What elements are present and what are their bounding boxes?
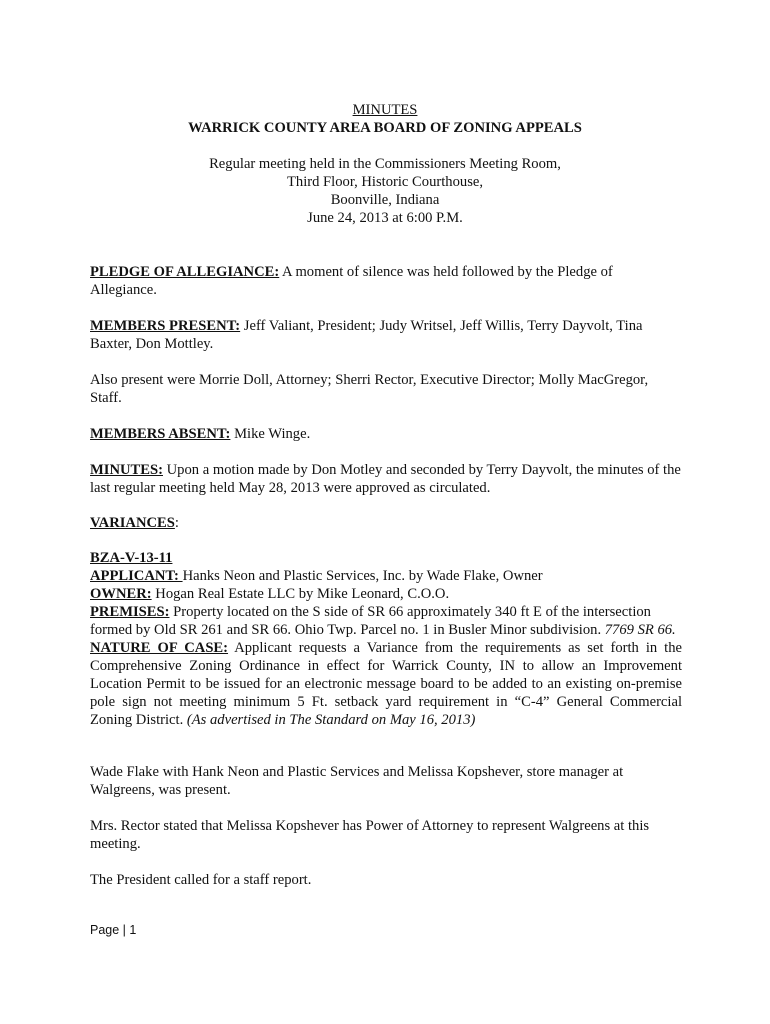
pledge-label: PLEDGE OF ALLEGIANCE:: [90, 264, 280, 280]
also-present-paragraph: Also present were Morrie Doll, Attorney; Sherri Rector, Executive Director; Molly MacGregor, Staff.: [90, 372, 649, 406]
minutes-label: MINUTES:: [90, 462, 163, 478]
members-absent-label: MEMBERS ABSENT:: [90, 426, 231, 442]
pledge-section: [90, 263, 682, 299]
applicant-label: APPLICANT:: [90, 568, 183, 584]
nature-advertised: (As advertised in The Standard on May 16, 2013): [186, 712, 476, 728]
power-of-attorney-paragraph: Mrs. Rector stated that Melissa Kopshever has Power of Attorney to represent Walgreens at this meeting.: [90, 818, 650, 852]
variances-heading: [90, 514, 682, 532]
attendance-paragraph: Wade Flake with Hank Neon and Plastic Services and Melissa Kopshever, store manager at Walgreens, was present.: [90, 764, 624, 798]
address-line: Third Floor, Historic Courthouse,: [286, 174, 483, 190]
address-line: Boonville, Indiana: [330, 192, 440, 208]
owner-text: Hogan Real Estate LLC by Mike Leonard, C.O.O.: [151, 586, 450, 602]
members-absent-text: Mike Winge.: [230, 426, 311, 442]
owner-label: OWNER:: [90, 586, 152, 602]
variances-colon: :: [174, 515, 179, 531]
premises-paragraph: [90, 603, 682, 639]
pledge-text: A moment of silence was held followed by the Pledge of Allegiance.: [90, 264, 613, 298]
premises-address: 7769 SR 66.: [604, 622, 676, 638]
page-number: Page | 1: [90, 923, 137, 937]
case-details: [90, 549, 682, 729]
nature-label: NATURE OF CASE:: [90, 640, 229, 656]
board-name: WARRICK COUNTY AREA BOARD OF ZONING APPEALS: [188, 120, 582, 136]
staff-report-paragraph: The President called for a staff report.: [90, 872, 312, 888]
nature-of-case-paragraph: [90, 639, 682, 729]
owner-line: [90, 585, 682, 603]
members-present-text: Jeff Valiant, President; Judy Writsel, Jeff Willis, Terry Dayvolt, Tina Baxter, Don Mottley.: [90, 318, 643, 352]
members-present-section: [90, 317, 682, 353]
address-line: Regular meeting held in the Commissioners Meeting Room,: [209, 156, 561, 172]
premises-text: Property located on the S side of SR 66 approximately 340 ft E of the intersection formed by Old SR 261 and SR 66. Ohio Twp. Parcel no. 1 in Busler Minor subdivision.: [90, 604, 651, 638]
meeting-location: [0, 155, 770, 227]
minutes-section: [90, 461, 682, 497]
applicant-text: Hanks Neon and Plastic Services, Inc. by Wade Flake, Owner: [182, 568, 543, 584]
case-number: BZA-V-13-11: [90, 550, 173, 566]
premises-label: PREMISES:: [90, 604, 170, 620]
document-title: MINUTES: [352, 102, 418, 118]
members-present-label: MEMBERS PRESENT:: [90, 318, 241, 334]
members-absent-section: [90, 425, 682, 443]
applicant-line: [90, 567, 682, 585]
meeting-date: June 24, 2013 at 6:00 P.M.: [307, 210, 463, 226]
variances-label: VARIANCES: [90, 515, 175, 531]
nature-text: Applicant requests a Variance from the requirements as set forth in the Comprehensive Zoning Ordinance in effect for Warrick County, IN to allow an Improvement Location Permit to be issued for an electronic message board to be added to an existing on-premise pole sign not meeting minimum 5 Ft. setback yard requirement in “C-4” General Commercial Zoning District.: [90, 640, 682, 728]
minutes-text: Upon a motion made by Don Motley and seconded by Terry Dayvolt, the minutes of the last regular meeting held May 28, 2013 were approved as circulated.: [90, 462, 681, 496]
